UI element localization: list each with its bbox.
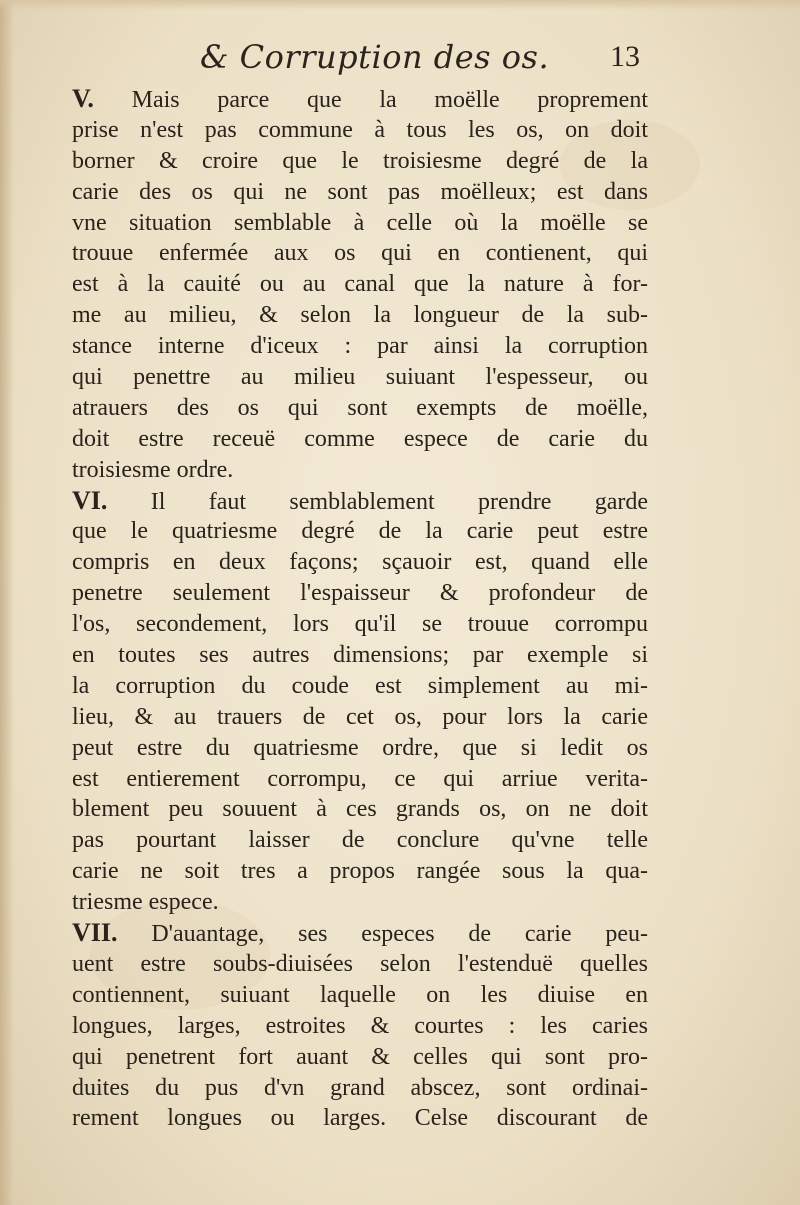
page-number: 13 [610, 40, 640, 73]
text-line [72, 331, 648, 362]
line-text: est à la cauité ou au canal que la nature à for- [72, 271, 648, 298]
line-text: qui penettre au milieu suiuant l'espesseur, ou [72, 364, 648, 391]
line-text: prise n'est pas commune à tous les os, on doit [72, 116, 648, 143]
section-number: VII. [72, 918, 118, 948]
line-text: carie des os qui ne sont pas moëlleux; est dans [72, 178, 648, 205]
line-text: trouue enfermée aux os qui en contienent, qui [72, 240, 648, 267]
line-text: est entierement corrompu, ce qui arriue verita- [72, 765, 648, 792]
line-text: rement longues ou larges. Celse discourant de [72, 1105, 648, 1132]
text-line [72, 547, 648, 578]
line-text: longues, larges, estroites & courtes : les caries [72, 1012, 648, 1039]
text-line [72, 733, 648, 764]
line-text: duites du pus d'vn grand abscez, sont ordinai- [72, 1074, 648, 1101]
line-text: contiennent, suiuant laquelle on les diuise en [72, 981, 648, 1008]
text-line [72, 208, 648, 239]
section-number: V. [72, 84, 94, 113]
line-text: doit estre receuë comme espece de carie du [72, 425, 648, 452]
text-line [72, 516, 648, 547]
text-line [72, 269, 648, 300]
body-text [72, 84, 648, 1134]
text-line [72, 146, 648, 177]
page-top-edge-shadow [0, 0, 800, 10]
text-line [72, 1011, 648, 1042]
text-line [72, 825, 648, 856]
line-text: uent estre soubs-diuisées selon l'estenduë quelles [72, 950, 648, 977]
line-text: triesme espece. [72, 889, 219, 916]
text-line [72, 1103, 648, 1134]
text-line [72, 887, 648, 918]
text-line [72, 578, 648, 609]
line-text: lieu, & au trauers de cet os, pour lors la carie [72, 703, 648, 730]
text-line [72, 455, 648, 486]
text-line [72, 794, 648, 825]
text-line [72, 115, 648, 146]
line-text: pas pourtant laisser de conclure qu'vne telle [72, 827, 648, 854]
line-text: en toutes ses autres dimensions; par exemple si [72, 642, 648, 669]
line-text: me au milieu, & selon la longueur de la sub- [72, 302, 648, 329]
text-line [72, 640, 648, 671]
text-line [72, 856, 648, 887]
line-text: qui penetrent fort auant & celles qui sont pro- [72, 1043, 648, 1070]
text-line [72, 300, 648, 331]
text-line [72, 764, 648, 795]
text-line [72, 238, 648, 269]
line-text: carie ne soit tres a propos rangée sous la qua- [72, 858, 648, 885]
line-text: atrauers des os qui sont exempts de moëlle, [72, 394, 648, 421]
text-line [72, 424, 648, 455]
running-title: & Corruption des os. [200, 38, 550, 76]
line-text: borner & croire que le troisiesme degré de la [72, 147, 648, 174]
line-text: penetre seulement l'espaisseur & profondeur de [72, 580, 648, 607]
text-line [72, 918, 648, 949]
line-text: troisiesme ordre. [72, 456, 234, 483]
line-text: compris en deux façons; sçauoir est, quand elle [72, 549, 648, 576]
line-text: la corruption du coude est simplement au mi- [72, 672, 648, 699]
text-line [72, 949, 648, 980]
text-line [72, 1073, 648, 1104]
line-text: que le quatriesme degré de la carie peut estre [72, 518, 648, 545]
line-text: stance interne d'iceux : par ainsi la corruption [72, 333, 648, 360]
page-left-edge-shadow [0, 0, 14, 1205]
text-line [72, 393, 648, 424]
section-number: VI. [72, 485, 108, 515]
line-text: vne situation semblable à celle où la moëlle se [72, 209, 648, 236]
text-line [72, 702, 648, 733]
text-line [72, 486, 648, 517]
line-text: peut estre du quatriesme ordre, que si ledit os [72, 734, 648, 761]
page-header [80, 38, 640, 88]
text-line [72, 84, 648, 115]
text-line [72, 362, 648, 393]
text-line [72, 609, 648, 640]
line-text: Mais parce que la moëlle proprement [93, 87, 648, 113]
text-line [72, 980, 648, 1011]
text-line [72, 671, 648, 702]
text-line [72, 1042, 648, 1073]
line-text: blement peu souuent à ces grands os, on ne doit [72, 796, 648, 823]
line-text: Il faut semblablement prendre garde [107, 488, 648, 515]
line-text: D'auantage, ses especes de carie peu- [117, 921, 648, 948]
text-line [72, 177, 648, 208]
line-text: l'os, secondement, lors qu'il se trouue corrompu [72, 611, 648, 638]
